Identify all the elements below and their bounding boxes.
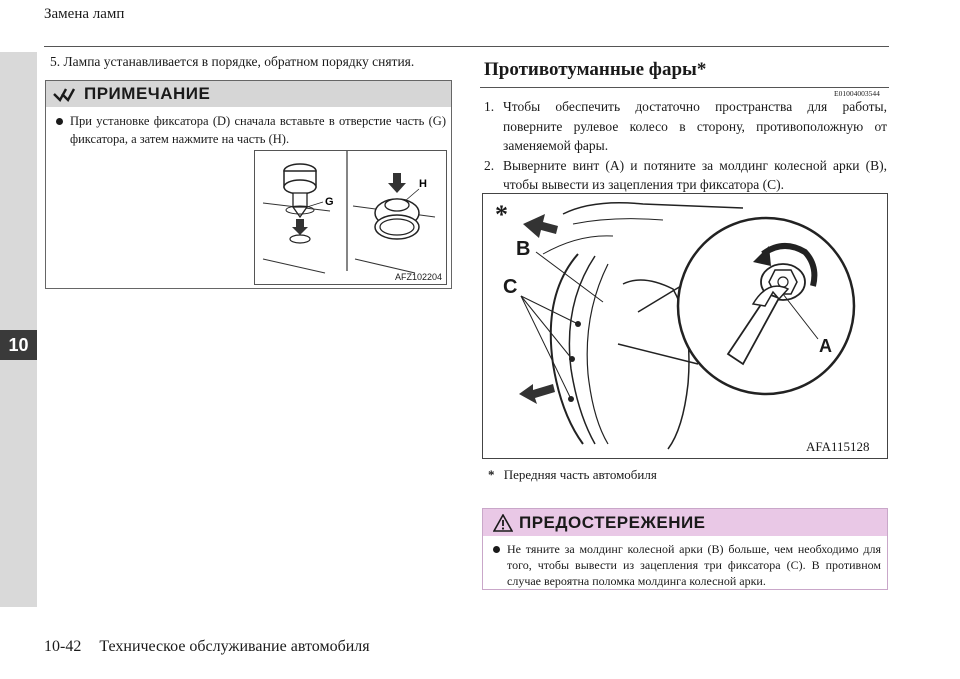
step-2 xyxy=(484,156,887,195)
figure-retainer xyxy=(254,150,447,285)
label-h: H xyxy=(419,178,427,190)
warning-triangle-icon xyxy=(493,514,513,532)
step-number: 1. xyxy=(484,99,495,114)
header-rule xyxy=(44,46,889,47)
note-title: ПРИМЕЧАНИЕ xyxy=(84,84,211,103)
step-5: 5. Лампа устанавливается в порядке, обратном порядку снятия. xyxy=(50,54,415,69)
note-text xyxy=(56,112,446,148)
figure-code: AFZ102204 xyxy=(395,272,443,282)
step-number: 2. xyxy=(484,157,495,173)
label-a: A xyxy=(819,336,832,356)
warning-text-content: Не тяните за молдинг колесной арки (B) больше, чем необходимо для того, чтобы вывести из зацепления три фиксатора (C). В противном случае вероятна поломка молдинга колесной арки. xyxy=(507,542,881,588)
footer xyxy=(44,638,370,656)
chapter-tab: 10 xyxy=(0,330,37,360)
running-head: Замена ламп xyxy=(44,6,125,22)
note-text-content: При установке фиксатора (D) сначала вставьте в отверстие часть (G) фиксатора, а затем нажмите на часть (H). xyxy=(70,114,446,146)
warning-text xyxy=(493,541,881,589)
page-number: 10-42 xyxy=(44,638,82,655)
section-title: Противотуманные фары* xyxy=(484,59,707,80)
footer-title: Техническое обслуживание автомобиля xyxy=(99,638,370,655)
label-b: B xyxy=(516,238,531,260)
warning-box xyxy=(482,508,888,590)
warning-title: ПРЕДОСТЕРЕЖЕНИЕ xyxy=(519,512,706,532)
steps-list xyxy=(484,97,887,195)
bullet-icon xyxy=(493,546,500,553)
footnote-text: Передняя часть автомобиля xyxy=(503,467,657,482)
step-text: Чтобы обеспечить достаточно пространства для работы, поверните рулевое колесо в сторону, противоположную от заменяемой фары. xyxy=(503,99,887,153)
section-id: E01004003544 xyxy=(834,89,880,98)
figure-code: AFA115128 xyxy=(806,439,870,454)
bullet-icon xyxy=(56,118,63,125)
wheel-arch-illustration xyxy=(483,194,887,458)
step-text: Выверните винт (A) и потяните за молдинг колесной арки (B), чтобы вывести из зацепления три фиксатора (C). xyxy=(503,157,887,192)
section-rule xyxy=(480,87,889,88)
label-c: C xyxy=(503,276,518,298)
step-1 xyxy=(484,97,887,156)
front-marker: * xyxy=(495,200,508,229)
checkmark-icon xyxy=(52,85,78,103)
figure-wheel-arch xyxy=(482,193,888,459)
warning-header xyxy=(483,509,887,536)
note-header xyxy=(46,81,451,107)
footnote xyxy=(488,467,657,483)
label-g: G xyxy=(325,196,334,208)
footnote-star: * xyxy=(488,467,495,482)
retainer-illustration xyxy=(255,151,446,284)
